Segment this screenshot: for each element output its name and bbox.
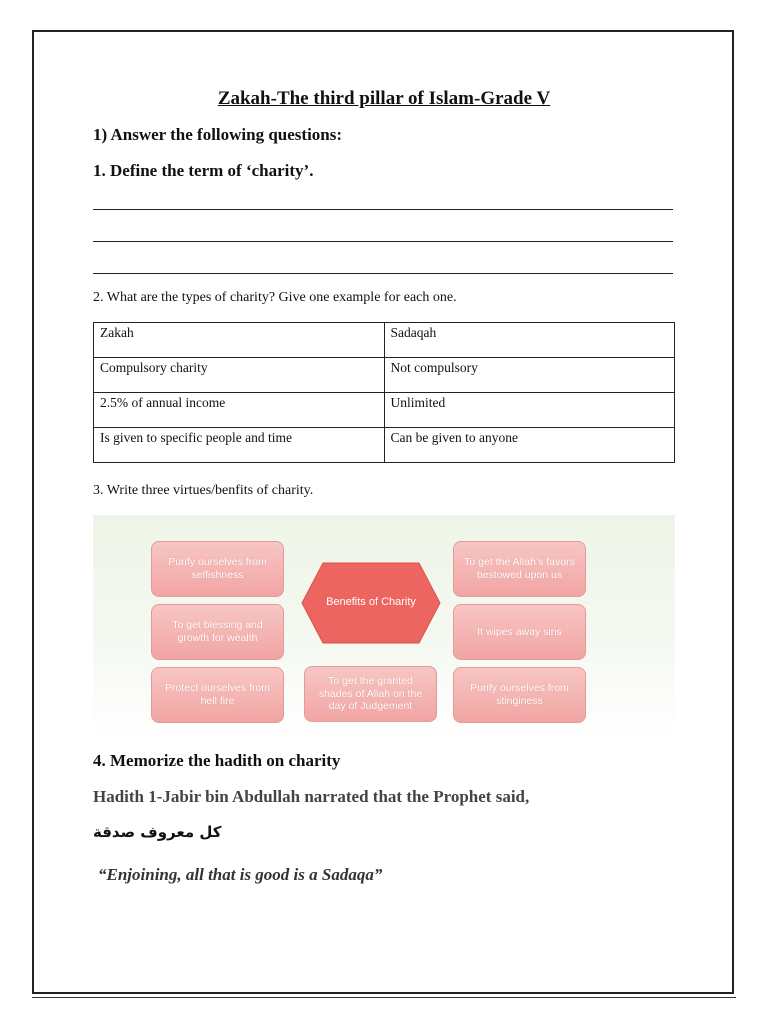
answer-line-3[interactable] [93,273,673,274]
benefit-box-bottom: To get the granted shades of Allah on the day of Judgement [304,666,437,722]
hadith-intro: Hadith 1-Jabir bin Abdullah narrated that the Prophet said, [93,787,530,806]
benefit-box-right-3: Purify ourselves from stinginess [453,667,586,723]
table-cell: 2.5% of annual income [94,393,385,428]
benefits-diagram [93,515,675,737]
table-cell: Unlimited [384,393,675,428]
question-2: 2. What are the types of charity? Give one example for each one. [93,290,457,305]
table-row [94,323,675,358]
benefit-box-left-2: To get blessing and growth for wealth [151,604,284,660]
arabic-hadith: كل معروف صدقة [93,823,222,841]
section-heading: 1) Answer the following questions: [93,125,343,144]
benefit-box-right-1: To get the Allah’s favors bestowed upon us [453,541,586,597]
table-cell: Zakah [94,323,385,358]
page-border-bottom [32,997,736,998]
worksheet-title: Zakah-The third pillar of Islam-Grade V [217,88,551,109]
question-4: 4. Memorize the hadith on charity [93,751,341,770]
charity-types-table [93,322,675,463]
center-label: Benefits of Charity [326,596,416,609]
table-cell: Compulsory charity [94,358,385,393]
table-cell: Is given to specific people and time [94,428,385,463]
benefit-box-left-3: Protect ourselves from hell fire [151,667,284,723]
table-row [94,428,675,463]
table-cell: Can be given to anyone [384,428,675,463]
answer-line-2[interactable] [93,241,673,242]
benefit-box-left-1: Purify ourselves from selfishness [151,541,284,597]
question-1: 1. Define the term of ‘charity’. [93,161,314,180]
hadith-translation: “Enjoining, all that is good is a Sadaqa” [98,865,383,884]
table-row [94,358,675,393]
answer-line-1[interactable] [93,209,673,210]
table-cell: Sadaqah [384,323,675,358]
question-3: 3. Write three virtues/benfits of charity. [93,483,314,498]
benefit-box-right-2: It wipes away sins [453,604,586,660]
table-cell: Not compulsory [384,358,675,393]
table-row [94,393,675,428]
